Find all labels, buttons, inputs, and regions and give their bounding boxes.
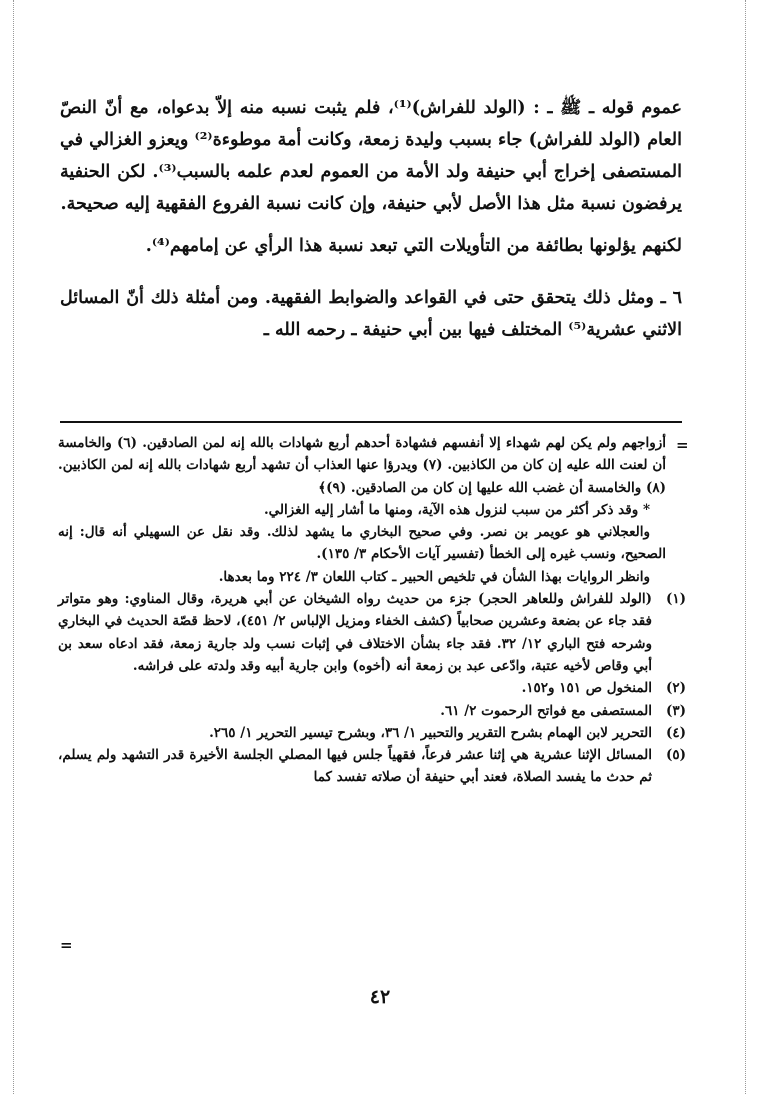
footnote-text: المستصفى مع فواتح الرحموت ٢/ ٦١. — [440, 702, 652, 719]
footnote-continuation-1: أزواجهم ولم يكن لهم شهداء إلا أنفسهم فشهادة أحدهم أربع شهادات بالله إنه لمن الصادقين. (٦) والخامسة أن لعنت الله عليه إن كان من الكاذبين. (٧) ويدرؤا عنها العذاب أن تشهد أربع شهادات بالله إنه لمن الكاذبين. (٨) والخامسة أن غضب الله عليها إن كان من الصادقين. (٩)﴾ — [58, 435, 667, 496]
footnote-text: المسائل الإثنا عشرية هي إثنا عشر فرعاً، فقهياً جلس فيها المصلي الجلسة الأخيرة قدر التشهد ولم يسلم، ثم حدث ما يفسد الصلاة، فعند أبي حنيفة أن صلاته تفسد كما — [58, 747, 652, 786]
footnote-number: (٣) — [665, 702, 686, 719]
footnote-text: التحرير لابن الهمام بشرح التقرير والتحبير ١/ ٣٦، وبشرح تيسير التحرير ١/ ٢٦٥. — [209, 724, 652, 741]
left-margin-guide — [13, 0, 16, 1094]
footnote-number: (٢) — [665, 680, 686, 697]
footnote-number: (٥) — [665, 747, 686, 764]
main-text — [60, 92, 682, 346]
page-number: ٤٢ — [369, 986, 391, 1008]
paragraph-1: عموم قوله ـ ﷺ ـ : (الولد للفراش)⁽¹⁾، فلم يثبت نسبه منه إلاّ بدعواه، مع أنّ النصّ العام (الولد للفراش) جاء بسبب وليدة زمعة، وكانت أمة موطوءة⁽²⁾ ويعزو الغزالي في المستصفى إخراج أبي حنيفة ولد الأمة من العموم لعدم علمه بالسبب⁽³⁾. لكن الحنفية يرفضون نسبة مثل هذا الأصل لأبي حنيفة، وإن كانت نسبة الفروع الفقهية إليه صحيحة. — [60, 98, 682, 214]
footnote-rule — [60, 421, 682, 423]
footnote-number: (١) — [665, 591, 686, 608]
footnote-4 — [58, 722, 686, 744]
footnote-text: (الولد للفراش وللعاهر الحجر) جزء من حديث رواه الشيخان عن أبي هريرة، وقال المناوي: وهو متواتر فقد جاء عن بضعة وعشرين صحابياً (كشف الخفاء ومزيل الإلباس ٢/ ٤٥١)، لاحظ قصّة الحديث في البخاري وشرحه فتح الباري ١٢/ ٣٢. فقد جاء بشأن الاختلاف في إثبات نسب ولد جارية زمعة، فقد ادعاه سعد بن أبي وقاص لأخيه عتبة، وادّعى عبد بن زمعة أنه (أخوه) وابن جارية أبيه وقد ولدته على فراشه. — [58, 591, 652, 674]
footnote-continuation-3: والعجلاني هو عويمر بن نصر. وفي صحيح البخاري ما يشهد لذلك. وقد نقل عن السهيلي أنه قال: إنه الصحيح، ونسب غيره إلى الخطأ (تفسير آيات الأحكام ٣/ ١٣٥). — [58, 524, 666, 563]
footnote-3 — [58, 700, 686, 722]
footnote-number: (٤) — [665, 724, 686, 741]
footnote-continuation-2: * وقد ذكر أكثر من سبب لنزول هذه الآية، ومنها ما أشار إليه الغزالي. — [263, 501, 650, 518]
footnote-5 — [58, 744, 686, 789]
continuation-marker: = — [676, 436, 689, 454]
footnote-1 — [58, 588, 686, 677]
right-margin-guide — [745, 0, 748, 1094]
footnotes — [58, 432, 686, 789]
paragraph-3: ٦ ـ ومثل ذلك يتحقق حتى في القواعد والضوابط الفقهية. ومن أمثلة ذلك أنّ المسائل الاثني عشرية⁽⁵⁾ المختلف فيها بين أبي حنيفة ـ رحمه الله ـ — [60, 288, 682, 340]
trailing-continuation-marker: = — [60, 936, 73, 954]
paragraph-2: لكنهم يؤلونها بطائفة من التأويلات التي تبعد نسبة هذا الرأي عن إمامهم⁽⁴⁾. — [145, 236, 682, 256]
footnote-continuation-4: وانظر الروايات بهذا الشأن في تلخيص الحبير ـ كتاب اللعان ٣/ ٢٢٤ وما بعدها. — [218, 568, 650, 585]
footnote-text: المنخول ص ١٥١ و١٥٢. — [521, 680, 652, 697]
footnote-separator — [60, 421, 682, 423]
footnote-2 — [58, 677, 686, 699]
